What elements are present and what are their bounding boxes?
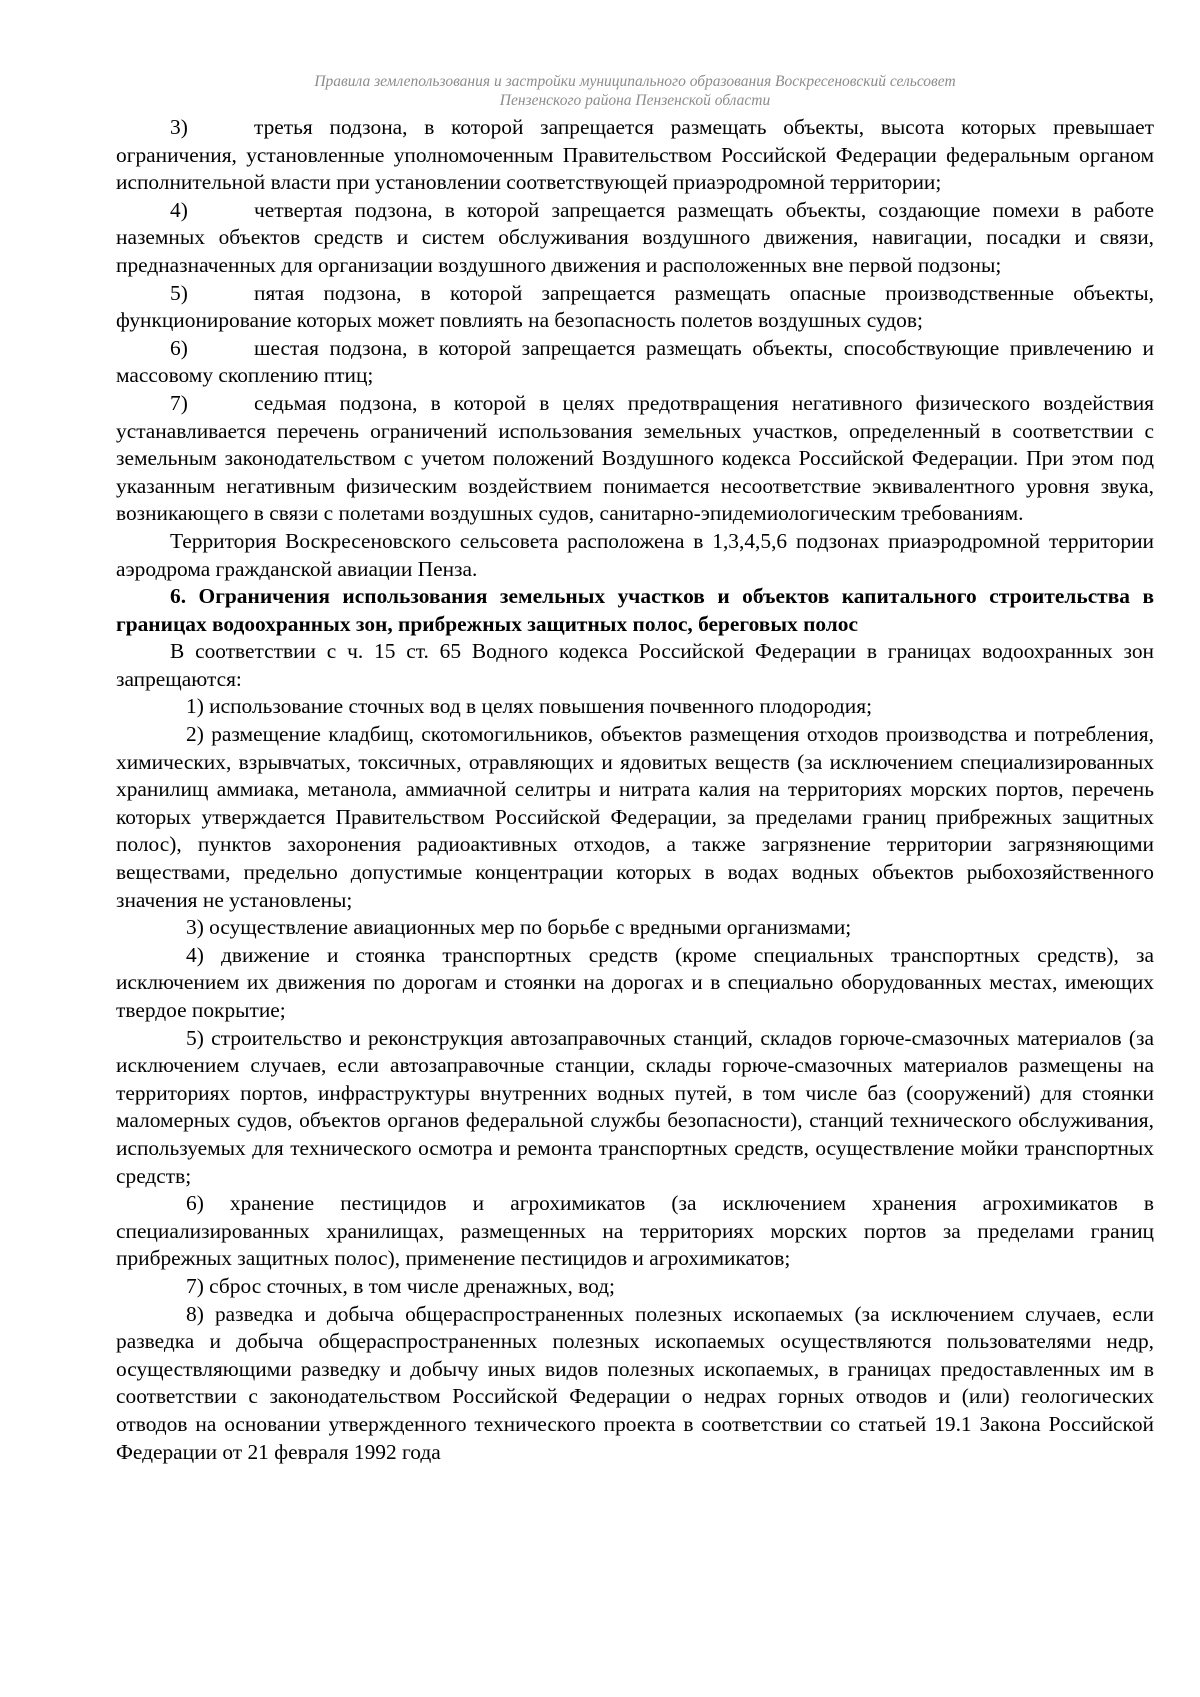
prohibition-item-1: 1) использование сточных вод в целях повышения почвенного плодородия; <box>186 694 873 719</box>
header-line-2: Пензенского района Пензенской области <box>499 92 771 109</box>
prohibition-item-2: 2) размещение кладбищ, скотомогильников, объектов размещения отходов производства и потребления, химических, взрывчатых, токсичных, отравляющих и ядовитых веществ (за исключением специализированных хранилищ аммиака, метанола, аммиачной селитры и нитрата калия на территориях морских портов, перечень которых утверждается Правительством Российской Федерации, за пределами границ прибрежных защитных полос), пунктов захоронения радиоактивных отходов, а также загрязнение территории загрязняющими веществами, предельно допустимые концентрации которых в водах водных объектов рыбохозяйственного значения не установлены; <box>116 722 1154 912</box>
subzone-item-4 <box>116 197 1154 280</box>
prohibition-item-3: 3) осуществление авиационных мер по борьбе с вредными организмами; <box>186 915 852 940</box>
subzone-number: 4) <box>170 197 188 222</box>
subzone-number: 6) <box>170 335 188 360</box>
prohibition-item-4: 4) движение и стоянка транспортных средств (кроме специальных транспортных средств), за исключением их движения по дорогам и стоянки на дорогах и в специально оборудованных местах, имеющих твердое покрытие; <box>116 942 1154 1022</box>
subzone-number: 7) <box>170 390 188 415</box>
section-intro: В соответствии с ч. 15 ст. 65 Водного кодекса Российской Федерации в границах водоохранных зон запрещаются: <box>116 639 1154 691</box>
subzone-number: 3) <box>170 115 188 139</box>
header-line-1: Правила землепользования и застройки муниципального образования Воскресеновский сельсовет <box>314 73 956 90</box>
territory-note: Территория Воскресеновского сельсовета расположена в 1,3,4,5,6 подзонах приаэродромной территории аэродрома гражданской авиации Пенза. <box>116 528 1154 581</box>
subzone-text: седьмая подзона, в которой в целях предотвращения негативного физического воздействия устанавливается перечень ограничений использования земельных участков, определенный в соответствии с земельным законодательством с учетом положений Воздушного кодекса Российской Федерации. При этом под указанным негативным физическим воздействием понимается несоответствие эквивалентного уровня звука, возникающего в связи с полетами воздушных судов, санитарно-эпидемиологическим требованиям. <box>116 390 1154 526</box>
prohibition-item-5: 5) строительство и реконструкция автозаправочных станций, складов горюче-смазочных материалов (за исключением случаев, если автозаправочные станции, склады горюче-смазочных материалов размещены на территориях портов, инфраструктуры внутренних водных путей, в том числе баз (сооружений) для стоянки маломерных судов, объектов органов федеральной службы безопасности), станций технического обслуживания, используемых для технического осмотра и ремонта транспортных средств, осуществление мойки транспортных средств; <box>116 1025 1154 1188</box>
subzone-text: третья подзона, в которой запрещается размещать объекты, высота которых превышает ограничения, установленные уполномоченным Правительством Российской Федерации федеральным органом исполнительной власти при установлении соответствующей приаэродромной территории; <box>116 115 1154 195</box>
subzone-text: шестая подзона, в которой запрещается размещать объекты, способствующие привлечению и массовому скоплению птиц; <box>116 335 1154 388</box>
document-page <box>116 72 1154 1466</box>
prohibition-item-8: 8) разведка и добыча общераспространенных полезных ископаемых (за исключением случаев, если разведка и добыча общераспространенных полезных ископаемых осуществляются пользователями недр, осуществляющими разведку и добычу иных видов полезных ископаемых, в границах предоставленных им в соответствии с законодательством Российской Федерации о недрах горных отводов и (или) геологических отводов на основании утвержденного технического проекта в соответствии со статьей 19.1 Закона Российской Федерации от 21 февраля 1992 года <box>116 1301 1154 1464</box>
subzone-text: четвертая подзона, в которой запрещается размещать объекты, создающие помехи в работе наземных объектов средств и систем обслуживания воздушного движения, навигации, посадки и связи, предназначенных для организации воздушного движения и расположенных вне первой подзоны; <box>116 197 1154 277</box>
prohibition-item-6: 6) хранение пестицидов и агрохимикатов (за исключением хранения агрохимикатов в специализированных хранилищах, размещенных на территориях морских портов за пределами границ прибрежных защитных полос), применение пестицидов и агрохимикатов; <box>116 1191 1154 1271</box>
subzone-text: пятая подзона, в которой запрещается размещать опасные производственные объекты, функционирование которых может повлиять на безопасность полетов воздушных судов; <box>116 280 1154 333</box>
section-heading: 6. Ограничения использования земельных участков и объектов капитального строительства в границах водоохранных зон, прибрежных защитных полос, береговых полос <box>116 584 1154 636</box>
subzone-item-6 <box>116 335 1154 390</box>
subzone-item-3 <box>116 114 1154 197</box>
running-header <box>116 72 1154 110</box>
subzone-number: 5) <box>170 280 188 305</box>
subzone-item-5 <box>116 280 1154 335</box>
prohibition-item-7: 7) сброс сточных, в том числе дренажных, вод; <box>186 1273 616 1298</box>
subzone-item-7 <box>116 390 1154 528</box>
